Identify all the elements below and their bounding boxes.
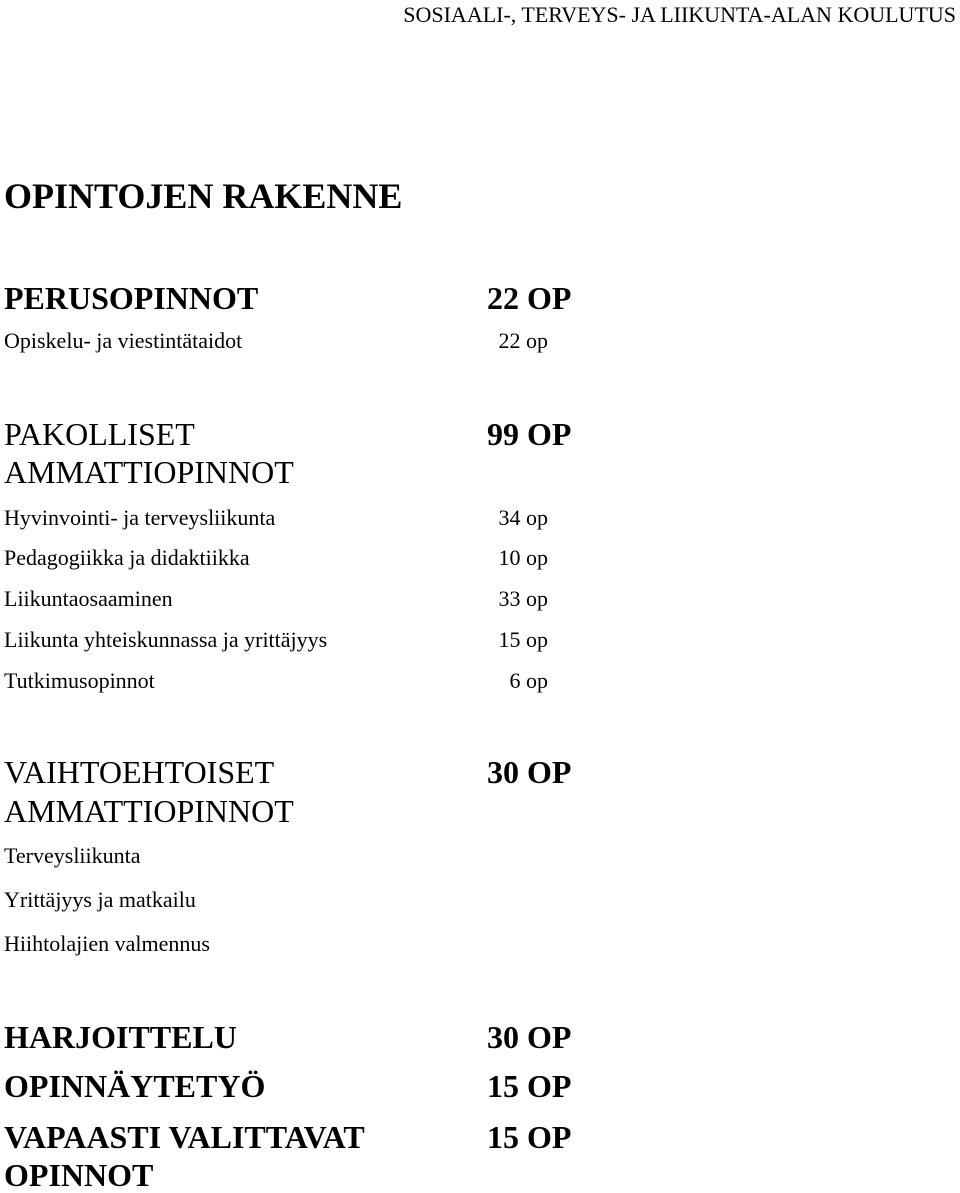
list-item-credits: 22 op xyxy=(498,328,548,353)
harjoittelu-total: 30 OP xyxy=(487,1019,572,1055)
vaihtoehtoiset-heading-line2: AMMATTIOPINNOT xyxy=(4,793,294,829)
opinnaytetyo-total: 15 OP xyxy=(487,1068,572,1104)
list-item-label: Hyvinvointi- ja terveysliikunta xyxy=(4,505,276,530)
vapaasti-total: 15 OP xyxy=(487,1119,572,1155)
opinnaytetyo-heading: OPINNÄYTETYÖ xyxy=(4,1068,266,1104)
harjoittelu-heading: HARJOITTELU xyxy=(4,1019,237,1055)
perusopinnot-total: 22 OP xyxy=(487,280,572,316)
vaihtoehtoiset-total: 30 OP xyxy=(487,754,572,790)
list-item-credits: 6 op xyxy=(509,668,548,693)
list-item-label: Tutkimusopinnot xyxy=(4,668,155,693)
pakolliset-heading-line1: PAKOLLISET xyxy=(4,416,195,452)
pakolliset-total: 99 OP xyxy=(487,416,572,452)
list-item-label: Opiskelu- ja viestintätaidot xyxy=(4,328,243,353)
pakolliset-heading-line2: AMMATTIOPINNOT xyxy=(4,454,294,490)
list-item-label: Pedagogiikka ja didaktiikka xyxy=(4,545,250,570)
list-item-label: Hiihtolajien valmennus xyxy=(4,931,210,956)
list-item-credits: 15 op xyxy=(498,627,548,652)
list-item-label: Liikunta yhteiskunnassa ja yrittäjyys xyxy=(4,627,328,652)
list-item-credits: 33 op xyxy=(498,586,548,611)
vaihtoehtoiset-heading-line1: VAIHTOEHTOISET xyxy=(4,754,275,790)
page-title: OPINTOJEN RAKENNE xyxy=(4,176,403,216)
list-item-label: Liikuntaosaaminen xyxy=(4,586,173,611)
vapaasti-heading-line1: VAPAASTI VALITTAVAT xyxy=(4,1119,365,1155)
page-header: SOSIAALI-, TERVEYS- JA LIIKUNTA-ALAN KOULUTUS xyxy=(403,2,956,27)
list-item-credits: 34 op xyxy=(498,505,548,530)
perusopinnot-heading: PERUSOPINNOT xyxy=(4,280,259,316)
list-item-credits: 10 op xyxy=(498,545,548,570)
list-item-label: Terveysliikunta xyxy=(4,843,141,868)
vapaasti-heading-line2: OPINNOT xyxy=(4,1157,154,1193)
list-item-label: Yrittäjyys ja matkailu xyxy=(4,887,196,912)
